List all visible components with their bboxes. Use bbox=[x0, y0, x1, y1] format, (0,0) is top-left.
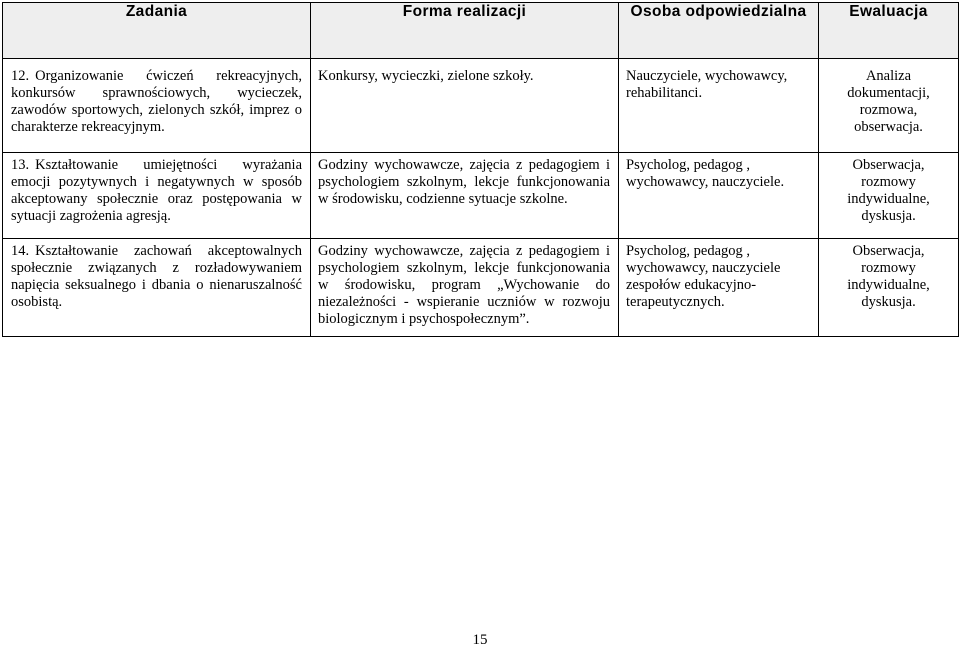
evaluation-cell: Obserwacja, rozmowy indywidualne, dyskusja. bbox=[819, 153, 959, 239]
page-number: 15 bbox=[472, 632, 488, 648]
task-text: Kształtowanie umiejętności wyrażania emocji pozytywnych i negatywnych w sposób akceptowany społecznie oraz postępowania w sytuacji zagrożenia agresją. bbox=[11, 157, 302, 224]
row-number: 12. bbox=[11, 68, 30, 84]
row-number: 13. bbox=[11, 157, 30, 173]
person-cell: Psycholog, pedagog , wychowawcy, nauczyciele zespołów edukacyjno-terapeutycznych. bbox=[619, 239, 819, 337]
header-tasks: Zadania bbox=[3, 3, 311, 59]
task-text: Organizowanie ćwiczeń rekreacyjnych, konkursów sprawnościowych, wycieczek, zawodów sportowych, zielonych szkół, imprez o charakterze rekreacyjnym. bbox=[11, 68, 302, 135]
person-cell: Nauczyciele, wychowawcy, rehabilitanci. bbox=[619, 59, 819, 153]
table-row bbox=[3, 153, 959, 239]
task-text: Kształtowanie zachowań akceptowalnych społecznie związanych z rozładowywaniem napięcia seksualnego i dbania o nienaruszalność osobistą. bbox=[11, 243, 302, 310]
task-cell bbox=[3, 59, 311, 153]
header-form: Forma realizacji bbox=[311, 3, 619, 59]
task-cell bbox=[3, 239, 311, 337]
row-number: 14. bbox=[11, 243, 30, 259]
form-cell: Godziny wychowawcze, zajęcia z pedagogiem i psychologiem szkolnym, lekcje funkcjonowania w środowisku, codzienne sytuacje szkolne. bbox=[311, 153, 619, 239]
header-responsible: Osoba odpowiedzialna bbox=[619, 3, 819, 59]
evaluation-cell: Analiza dokumentacji, rozmowa, obserwacja. bbox=[819, 59, 959, 153]
person-cell: Psycholog, pedagog , wychowawcy, nauczyciele. bbox=[619, 153, 819, 239]
form-cell: Konkursy, wycieczki, zielone szkoły. bbox=[311, 59, 619, 153]
task-cell bbox=[3, 153, 311, 239]
plan-table bbox=[2, 2, 959, 337]
table-row bbox=[3, 239, 959, 337]
header-evaluation: Ewaluacja bbox=[819, 3, 959, 59]
form-cell: Godziny wychowawcze, zajęcia z pedagogiem i psychologiem szkolnym, lekcje funkcjonowania w środowisku, program „Wychowanie do niezależności - wspieranie uczniów w rozwoju biologicznym i psychospołecznym”. bbox=[311, 239, 619, 337]
evaluation-cell: Obserwacja, rozmowy indywidualne, dyskusja. bbox=[819, 239, 959, 337]
table-row bbox=[3, 59, 959, 153]
header-row bbox=[3, 3, 959, 59]
